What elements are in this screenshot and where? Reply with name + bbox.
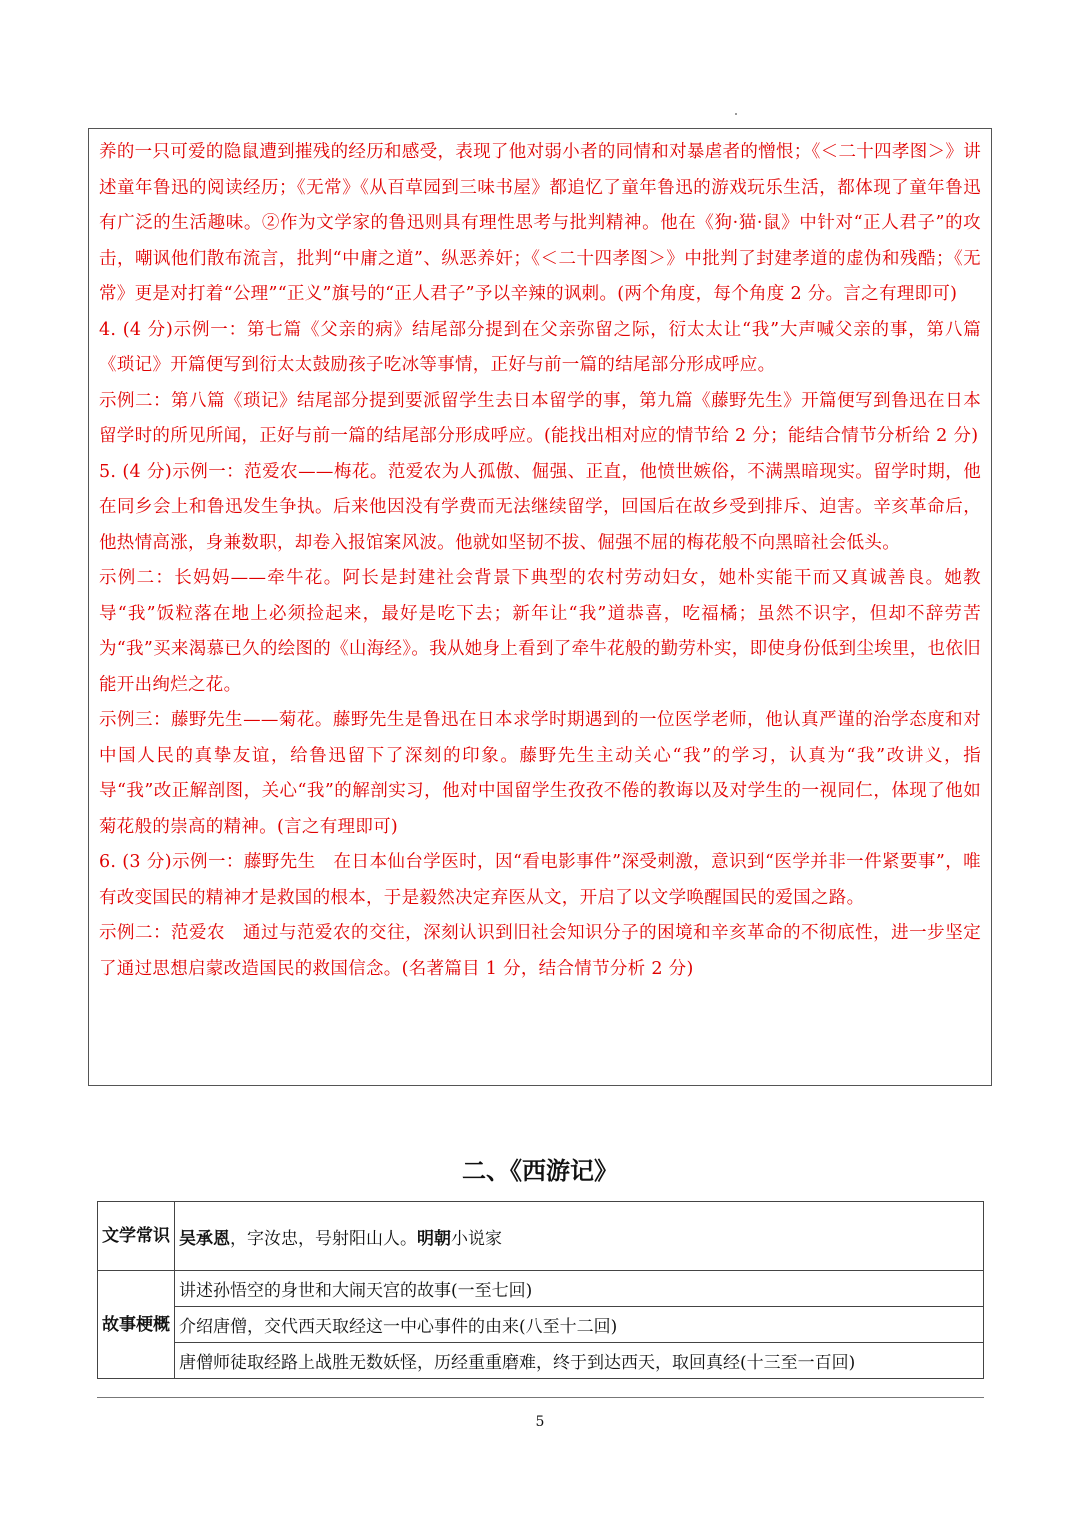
answer-q6-example2: 示例二：范爱农 通过与范爱农的交往，深刻认识到旧社会知识分子的困境和辛亥革命的不彻底性，进一步坚定了通过思想启蒙改造国民的救国信念。(名著篇目 1 分，结合情节分析 2 分) — [99, 923, 981, 979]
answer-q5-example1: 5. (4 分)示例一：范爱农——梅花。范爱农为人孤傲、倔强、正直，他愤世嫉俗，不满黑暗现实。留学时期，他在同乡会上和鲁迅发生争执。后来他因没有学费而无法继续留学，回国后在故乡受到排斥、迫害。辛亥革命后，他热情高涨，身兼数职，却卷入报馆案风波。他就如坚韧不拔、倔强不屈的梅花般不向黑暗社会低头。 — [99, 461, 981, 553]
footer-divider — [97, 1397, 984, 1398]
author-info: ，字汝忠，号射阳山人。 — [230, 1228, 417, 1249]
table-row — [98, 1307, 984, 1343]
literary-knowledge-content — [175, 1202, 984, 1271]
literary-knowledge-label: 文学常识 — [98, 1202, 175, 1271]
dynasty: 明朝 — [417, 1228, 451, 1249]
answer-box — [88, 128, 992, 1086]
answer-q5-example3: 示例三：藤野先生——菊花。藤野先生是鲁迅在日本求学时期遇到的一位医学老师，他认真严谨的治学态度和对中国人民的真挚友谊，给鲁迅留下了深刻的印象。藤野先生主动关心“我”的学习，认真为“我”改讲义，指导“我”改正解剖图，关心“我”的解剖实习，他对中国留学生孜孜不倦的教诲以及对学生的一视同仁，体现了他如菊花般的崇高的精神。(言之有理即可) — [99, 710, 981, 837]
info-table — [97, 1201, 984, 1379]
scan-dot — [735, 113, 737, 115]
author-role: 小说家 — [451, 1228, 502, 1249]
page-number: 5 — [535, 1414, 545, 1430]
plot-summary-label: 故事梗概 — [98, 1271, 175, 1379]
plot-row: 介绍唐僧，交代西天取经这一中心事件的由来(八至十二回) — [175, 1307, 984, 1343]
answer-q4-example1: 4. (4 分)示例一：第七篇《父亲的病》结尾部分提到在父亲弥留之际，衍太太让“我”大声喊父亲的事，第八篇《琐记》开篇便写到衍太太鼓励孩子吃冰等事情，正好与前一篇的结尾部分形成呼应。 — [99, 319, 981, 375]
section-title: 二、《西游记》 — [462, 1157, 618, 1185]
answer-q4-example2: 示例二：第八篇《琐记》结尾部分提到要派留学生去日本留学的事，第九篇《藤野先生》开篇便写到鲁迅在日本留学时的所见所闻，正好与前一篇的结尾部分形成呼应。(能找出相对应的情节给 2 分；能结合情节分析给 2 分) — [99, 390, 981, 446]
answer-paragraph: 养的一只可爱的隐鼠遭到摧残的经历和感受，表现了他对弱小者的同情和对暴虐者的憎恨；《＜二十四孝图＞》讲述童年鲁迅的阅读经历；《无常》《从百草园到三味书屋》都追忆了童年鲁迅的游戏玩乐生活，都体现了童年鲁迅有广泛的生活趣味。②作为文学家的鲁迅则具有理性思考与批判精神。他在《狗·猫·鼠》中针对“正人君子”的攻击，嘲讽他们散布流言，批判“中庸之道”、纵恶养奸；《＜二十四孝图＞》中批判了封建孝道的虚伪和残酷；《无常》更是对打着“公理”“正义”旗号的“正人君子”予以辛辣的讽刺。(两个角度，每个角度 2 分。言之有理即可) — [99, 142, 981, 304]
plot-row: 唐僧师徒取经路上战胜无数妖怪，历经重重磨难，终于到达西天，取回真经(十三至一百回) — [175, 1343, 984, 1379]
answer-q5-example2: 示例二：长妈妈——牵牛花。阿长是封建社会背景下典型的农村劳动妇女，她朴实能干而又真诚善良。她教导“我”饭粒落在地上必须捡起来，最好是吃下去；新年让“我”道恭喜，吃福橘；虽然不识字，但却不辞劳苦为“我”买来渴慕已久的绘图的《山海经》。我从她身上看到了牵牛花般的勤劳朴实，即使身份低到尘埃里，也依旧能开出绚烂之花。 — [99, 568, 981, 695]
plot-row: 讲述孙悟空的身世和大闹天宫的故事(一至七回) — [175, 1271, 984, 1307]
table-row — [98, 1271, 984, 1307]
answer-q6-example1: 6. (3 分)示例一：藤野先生 在日本仙台学医时，因“看电影事件”深受刺激，意识到“医学并非一件紧要事”，唯有改变国民的精神才是救国的根本，于是毅然决定弃医从文，开启了以文学唤醒国民的爱国之路。 — [99, 852, 981, 908]
table-row — [98, 1343, 984, 1379]
table-row — [98, 1202, 984, 1271]
author-name: 吴承恩 — [179, 1228, 230, 1249]
